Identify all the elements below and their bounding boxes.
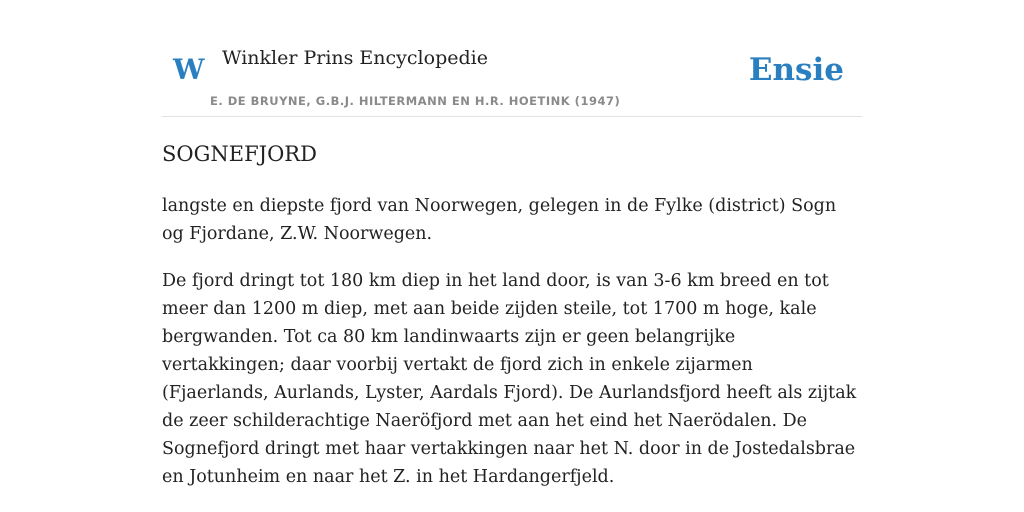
- article-paragraph: langste en diepste fjord van Noorwegen, gelegen in de Fylke (district) Sogn og Fjordane, Z.W. Noorwegen.: [162, 196, 837, 244]
- article-paragraph: De fjord dringt tot 180 km diep in het land door, is van 3-6 km breed en tot meer dan 1200 m diep, met aan beide zijden steile, tot 1700 m hoge, kale bergwanden. Tot ca 80 km landinwaarts zijn er geen belangrijke vertakkingen; daar voorbij vertakt de fjord zich in enkele zijarmen (Fjaerlands, Aurlands, Lyster, Aardals Fjord). De Aurlandsfjord heeft als zijtak de zeer schilderachtige Naeröfjord met aan het eind het Naerödalen. De Sognefjord dringt met haar vertakkingen naar het N. door in de Jostedalsbrae en Jotunheim en naar het Z. in het Hardangerfjeld.: [162, 271, 857, 487]
- source-authors: E. DE BRUYNE, G.B.J. HILTERMANN EN H.R. HOETINK (1947): [210, 94, 621, 108]
- entry-title: SOGNEFJORD: [162, 142, 317, 166]
- source-header: [162, 0, 862, 117]
- ensie-logo[interactable]: Ensie: [748, 52, 844, 88]
- winkler-prins-logo[interactable]: W: [173, 53, 205, 86]
- article-content: [162, 138, 862, 491]
- source-title[interactable]: Winkler Prins Encyclopedie: [222, 47, 488, 69]
